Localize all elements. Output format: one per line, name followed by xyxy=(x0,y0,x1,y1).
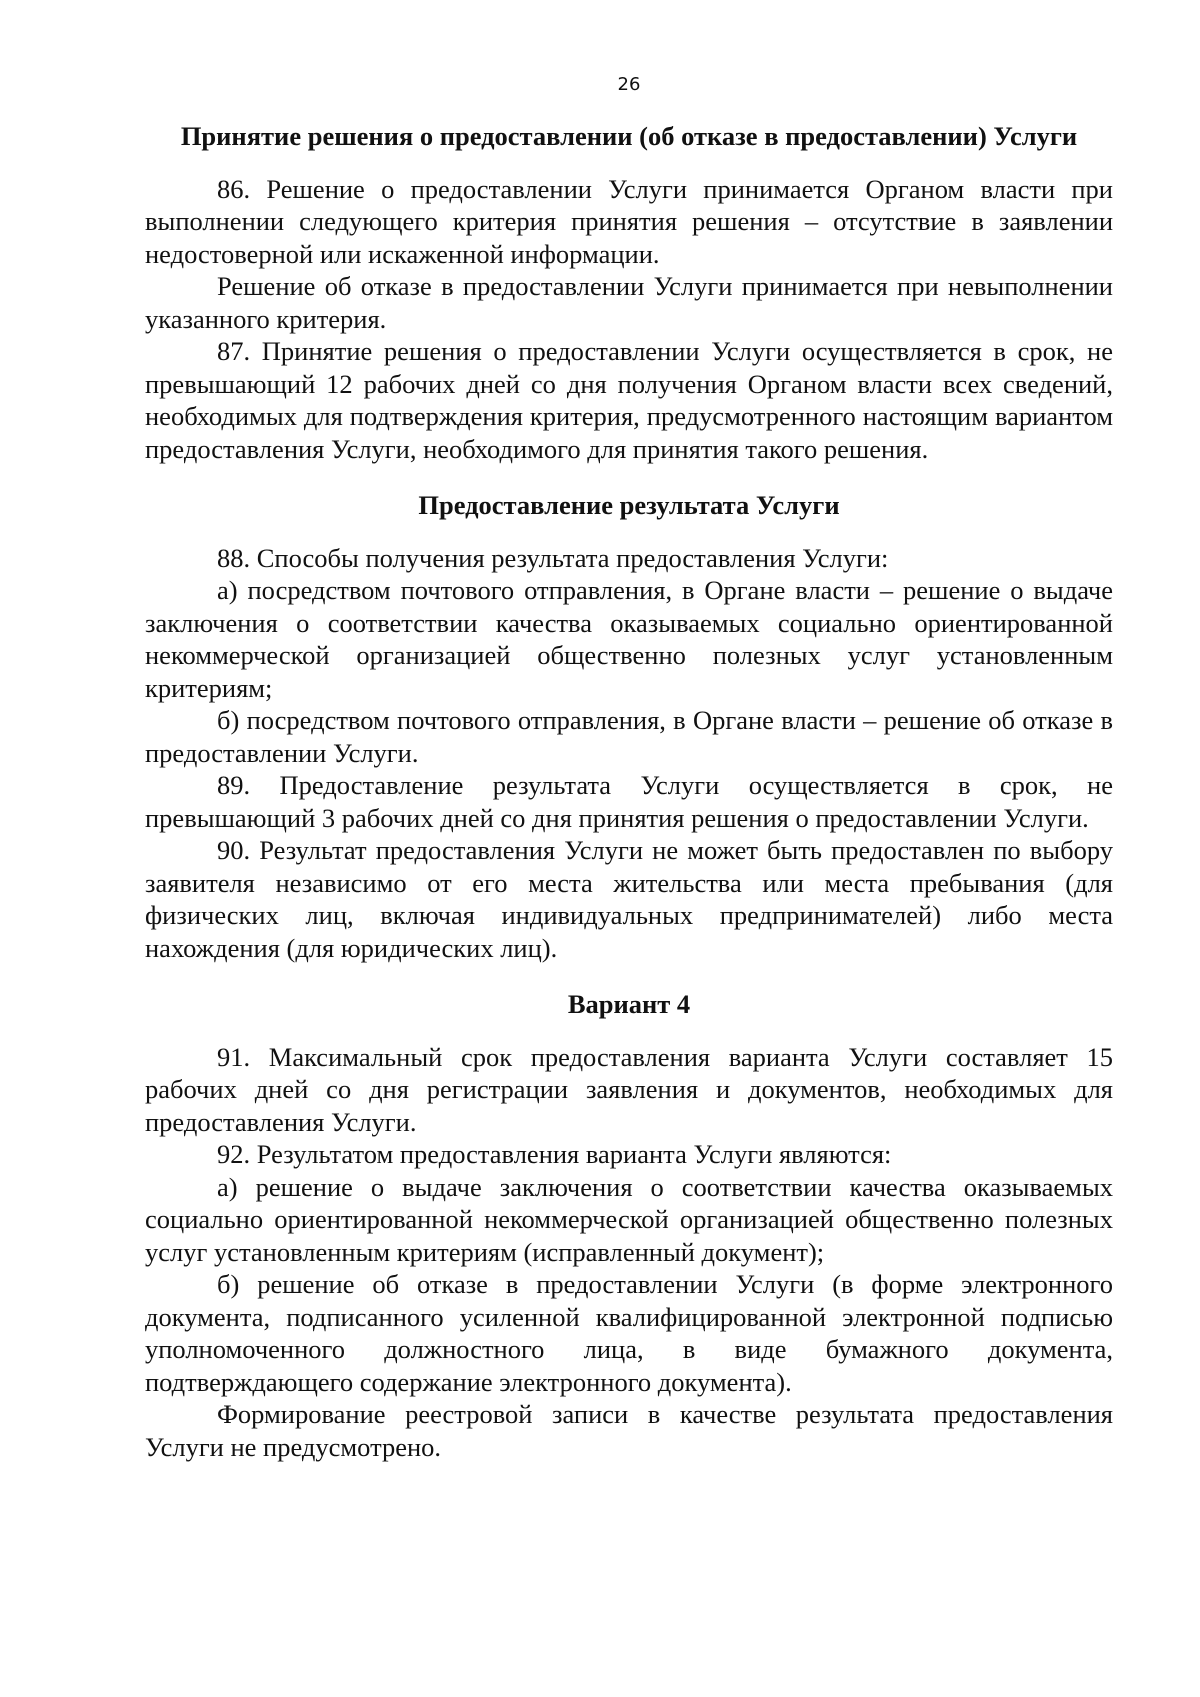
paragraph-87: 87. Принятие решения о предоставлении Услуги осуществляется в срок, не превышающий 12 рабочих дней со дня получения Органом власти всех сведений, необходимых для подтверждения критерия, предусмотренного настоящим вариантом предоставления Услуги, необходимого для принятия такого решения. xyxy=(145,336,1113,464)
paragraph-88-a: а) посредством почтового отправления, в Органе власти – решение о выдаче заключения о соответствии качества оказываемых социально ориентированной некоммерческой организацией общественно полезных услуг установленным критериям; xyxy=(145,575,1113,703)
paragraph-refusal-decision: Решение об отказе в предоставлении Услуги принимается при невыполнении указанного критерия. xyxy=(145,271,1113,334)
paragraph-registry-record: Формирование реестровой записи в качестве результата предоставления Услуги не предусмотрено. xyxy=(145,1399,1113,1462)
section-heading-variant-4: Вариант 4 xyxy=(567,989,691,1019)
page-number: 26 xyxy=(617,74,641,95)
paragraph-92-b: б) решение об отказе в предоставлении Услуги (в форме электронного документа, подписанного усиленной квалифицированной электронной подписью уполномоченного должностного лица, в виде бумажного документа, подтверждающего содержание электронного документа). xyxy=(145,1269,1113,1397)
paragraph-91: 91. Максимальный срок предоставления варианта Услуги составляет 15 рабочих дней со дня регистрации заявления и документов, необходимых для предоставления Услуги. xyxy=(145,1041,1113,1137)
paragraph-92-a: а) решение о выдаче заключения о соответствии качества оказываемых социально ориентированной некоммерческой организацией общественно полезных услуг установленным критериям (исправленный документ); xyxy=(145,1171,1113,1267)
paragraph-86: 86. Решение о предоставлении Услуги принимается Органом власти при выполнении следующего критерия принятия решения – отсутствие в заявлении недостоверной или искаженной информации. xyxy=(145,173,1113,269)
section-heading-decision: Принятие решения о предоставлении (об отказе в предоставлении) Услуги xyxy=(180,121,1078,151)
paragraph-89: 89. Предоставление результата Услуги осуществляется в срок, не превышающий 3 рабочих дней со дня принятия решения о предоставлении Услуги. xyxy=(145,770,1113,833)
paragraph-92: 92. Результатом предоставления варианта Услуги являются: xyxy=(217,1139,892,1169)
paragraph-88: 88. Способы получения результата предоставления Услуги: xyxy=(217,542,889,573)
paragraph-88-b: б) посредством почтового отправления, в Органе власти – решение об отказе в предоставлении Услуги. xyxy=(145,705,1113,768)
section-heading-result: Предоставление результата Услуги xyxy=(418,490,840,520)
document-content xyxy=(145,120,1113,1463)
paragraph-90: 90. Результат предоставления Услуги не может быть предоставлен по выбору заявителя независимо от его места жительства или места пребывания (для физических лиц, включая индивидуальных предпринимателей) либо места нахождения (для юридических лиц). xyxy=(145,835,1113,963)
